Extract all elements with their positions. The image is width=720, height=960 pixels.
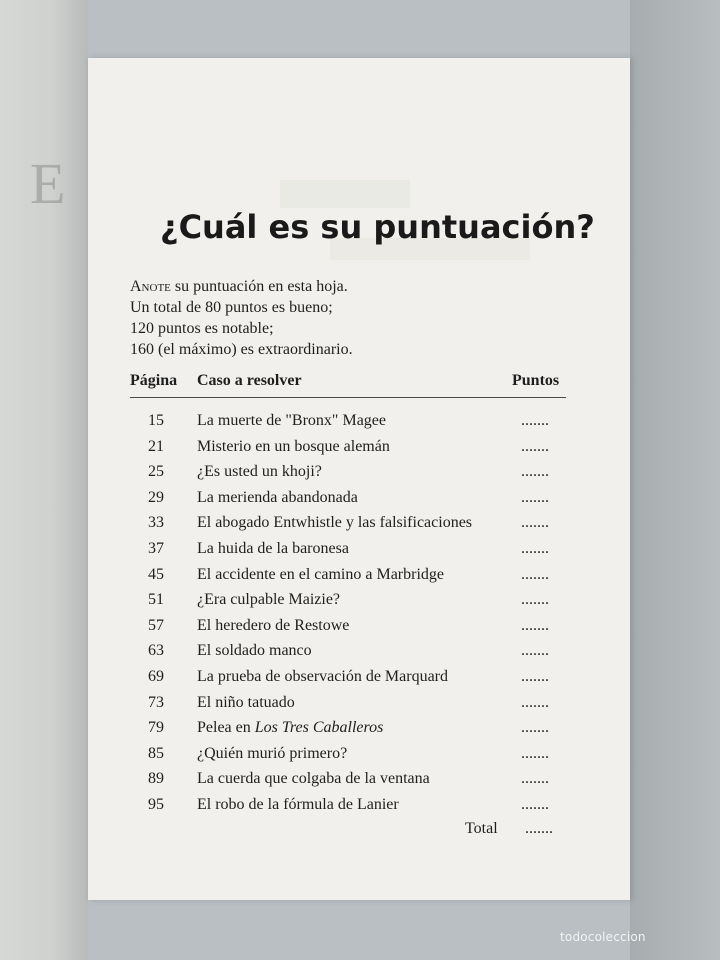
row-page-number: 51 <box>148 591 164 609</box>
watermark-text: todocoleccion <box>560 930 646 944</box>
row-points-blank: ....... <box>521 796 549 813</box>
column-header-case: Caso a resolver <box>197 372 302 389</box>
intro-line-2: Un total de 80 puntos es bueno; <box>130 299 333 316</box>
table-row <box>130 540 566 562</box>
row-case-title: ¿Es usted un khoji? <box>197 463 322 481</box>
intro-line-1-rest: su puntuación en esta hoja. <box>170 278 348 295</box>
row-page-number: 25 <box>148 463 164 481</box>
table-row <box>130 514 566 536</box>
row-case-title: El niño tatuado <box>197 693 295 711</box>
row-points-blank: ....... <box>521 744 549 762</box>
row-points-blank: ....... <box>521 719 549 737</box>
row-points-blank: ....... <box>521 616 549 634</box>
row-points-blank: ....... <box>521 437 549 455</box>
row-page-number: 69 <box>148 668 164 685</box>
adjacent-page-left <box>0 0 88 960</box>
intro-line-3: 120 puntos es notable; <box>130 320 274 337</box>
table-row <box>130 745 566 767</box>
row-case-title: El soldado manco <box>197 642 312 660</box>
row-page-number: 37 <box>148 540 164 557</box>
table-row <box>130 438 566 460</box>
column-header-points: Puntos <box>512 372 560 389</box>
total-points: ....... <box>525 820 553 837</box>
row-case-title <box>197 719 383 737</box>
row-page-number: 85 <box>148 744 164 762</box>
row-page-number: 57 <box>148 616 164 634</box>
row-case-title: ¿Era culpable Maizie? <box>197 591 341 609</box>
row-case-title: ¿Quién murió primero? <box>197 744 348 762</box>
row-points-blank: ....... <box>521 514 549 532</box>
row-case-title: El robo de la fórmula de Lanier <box>197 796 399 813</box>
table-row <box>130 719 566 741</box>
row-case-title: La muerte de "Bronx" Magee <box>197 412 386 429</box>
row-page-number: 79 <box>148 719 164 737</box>
row-page-number: 29 <box>148 488 164 506</box>
intro-line-1 <box>130 276 353 297</box>
table-row <box>130 412 566 434</box>
table-row <box>130 642 566 664</box>
row-points-blank: ....... <box>521 412 549 429</box>
row-points-blank: ....... <box>521 591 549 609</box>
row-page-number: 63 <box>148 642 164 660</box>
table-row <box>130 668 566 690</box>
row-points-blank: ....... <box>521 668 549 685</box>
row-case-title: El abogado Entwhistle y las falsificaciones <box>197 514 473 532</box>
row-case-title: El heredero de Restowe <box>197 616 350 634</box>
row-case-title-italic: Los Tres Caballeros <box>254 719 384 737</box>
row-page-number: 33 <box>148 514 164 532</box>
row-page-number: 45 <box>148 565 164 583</box>
table-row <box>130 566 566 588</box>
row-points-blank: ....... <box>521 540 549 557</box>
row-points-blank: ....... <box>521 463 549 481</box>
row-case-title: La huida de la baronesa <box>197 540 349 557</box>
adjacent-page-fragment: E <box>30 151 66 216</box>
row-points-blank: ....... <box>521 488 549 506</box>
row-page-number: 21 <box>148 437 164 455</box>
row-case-title: La cuerda que colgaba de la ventana <box>197 770 430 788</box>
column-header-page: Página <box>130 372 178 389</box>
row-case-title: El accidente en el camino a Marbridge <box>197 565 444 583</box>
row-case-title: La prueba de observación de Marquard <box>197 668 448 685</box>
total-label: Total <box>465 820 498 837</box>
table-row <box>130 796 566 818</box>
row-points-blank: ....... <box>521 642 549 660</box>
table-row <box>130 694 566 716</box>
row-case-title-prefix: Pelea en <box>197 719 255 737</box>
row-case-title: La merienda abandonada <box>197 488 358 506</box>
row-page-number: 95 <box>148 796 164 813</box>
row-page-number: 89 <box>148 770 164 788</box>
row-points-blank: ....... <box>521 693 549 711</box>
row-page-number: 73 <box>148 693 164 711</box>
table-row <box>130 489 566 511</box>
background-surface <box>630 0 720 960</box>
intro-lead: Anote <box>130 278 171 295</box>
table-row <box>130 770 566 792</box>
table-row <box>130 463 566 485</box>
header-rule <box>130 397 566 398</box>
show-through-heading-1 <box>280 180 410 208</box>
intro-line-4: 160 (el máximo) es extraordinario. <box>130 341 353 358</box>
table-row <box>130 591 566 613</box>
row-page-number: 15 <box>148 412 164 429</box>
row-points-blank: ....... <box>521 565 549 583</box>
row-points-blank: ....... <box>521 770 549 788</box>
row-case-title: Misterio en un bosque alemán <box>197 437 390 455</box>
page-title: ¿Cuál es su puntuación? <box>160 208 595 246</box>
intro-text <box>130 276 353 360</box>
table-row <box>130 617 566 639</box>
